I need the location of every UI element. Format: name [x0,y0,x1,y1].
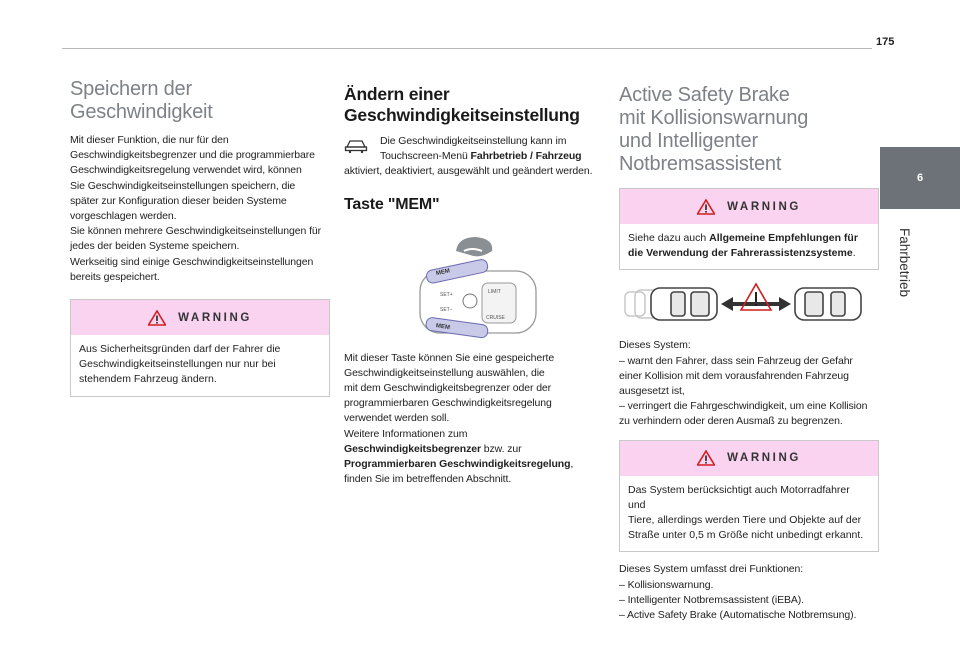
list-dash: – [619,578,625,591]
text-line: Tiere, allerdings werden Tiere und Objekte auf der [628,514,862,527]
reference-link: Programmierbaren Geschwindigkeitsregelung [344,458,571,471]
stalk-label-limit: LIMIT [488,288,501,295]
paragraph [344,351,602,488]
text-line: Geschwindigkeitsbegrenzer und die programmierbare [70,149,315,162]
text-line: verwendet werden soll. [344,412,450,425]
text-line: verringert die Fahrgeschwindigkeit, um eine Kollision [627,400,868,413]
section-heading [70,78,328,124]
list-dash: – [619,354,625,367]
warning-header [620,441,878,476]
heading-line: Geschwindigkeitseinstellung [344,105,580,125]
heading-line: mit Kollisionswarnung [619,107,809,129]
reference-link: Geschwindigkeitsbegrenzer [344,442,481,455]
text-line: Werkseitig sind einige Geschwindigkeitseinstellungen [70,255,314,268]
text-line: ausgesetzt ist, [619,385,685,398]
text-line: einer Kollision mit dem vorausfahrenden Fahrzeug [619,369,849,382]
text-line: programmierbaren Geschwindigkeitsregelung [344,397,552,410]
warning-box [619,440,879,553]
warning-header [620,189,878,224]
warning-triangle-icon [148,310,166,326]
text-line: zu verhindern oder deren Ausmaß zu begrenzen. [619,415,843,428]
text-line: Die Geschwindigkeitseinstellung kann im [380,135,567,147]
text-line: mit dem Geschwindigkeitsbegrenzer oder der [344,382,552,395]
text-line: Mit dieser Funktion, die nur für den [70,134,229,146]
heading-line: Active Safety Brake [619,84,790,106]
paragraph [619,562,877,623]
column-speichern [70,78,328,397]
column-aendern [344,78,602,487]
chapter-number: 6 [916,172,924,184]
warning-title: WARNING [727,452,801,465]
touchscreen-car-icon [344,136,368,154]
text-line: Geschwindigkeitsregelung verwendet wird, können [70,164,302,177]
text-line: stehendem Fahrzeug ändern. [79,373,217,386]
text-line: Sie können mehrere Geschwindigkeitseinstellungen für [70,225,322,238]
chapter-tab[interactable] [880,147,960,209]
stalk-label-mem-top: MEM [435,267,451,277]
text-line: warnt den Fahrer, dass sein Fahrzeug der Gefahr [627,354,853,367]
text-line: Dieses System umfasst drei Funktionen: [619,563,804,576]
warning-box [70,299,330,397]
steering-wheel-icon [456,237,492,256]
heading-line: Ändern einer [344,84,450,104]
header-rule [62,48,872,49]
warning-title: WARNING [178,311,252,324]
stalk-label-set-plus: SET+ [440,291,453,298]
heading-line: Notbremsassistent [619,153,782,175]
text-line: bereits gespeichert. [70,270,160,283]
text-line: Geschwindigkeitseinstellungen nur nur bei [79,358,276,371]
text-line: später zur Konfiguration dieser beiden Systeme [70,194,287,207]
text-line: Siehe dazu auch [628,232,710,244]
intro-block [344,134,602,180]
menu-path: Fahrbetrieb / Fahrzeug [470,150,582,163]
text-line: Weitere Informationen zum [344,427,468,440]
chapter-title [896,228,916,308]
collision-warning-illustration [621,282,875,326]
stalk-label-mem-bottom: MEM [435,322,451,331]
reference-link: Allgemeine Empfehlungen für [709,232,858,244]
reference-link: die Verwendung der Fahrerassistenzsysteme [628,247,853,260]
text-line: bzw. zur [480,442,522,455]
warning-triangle-icon [697,450,715,466]
text-line: Sie Geschwindigkeitseinstellungen speichern, die [70,179,296,192]
list-dash: – [619,609,625,622]
chapter-title-text: Fahrbetrieb [897,228,912,298]
list-dash: – [619,400,625,413]
warning-box [619,188,879,270]
text-line: Aus Sicherheitsgründen darf der Fahrer die [79,343,281,356]
page-number: 175 [876,36,895,48]
text-line: finden Sie im betreffenden Abschnitt. [344,473,512,486]
text-line: Geschwindigkeitseinstellung auswählen, die [344,366,545,379]
text-line: jedes der beiden Systeme speichern. [70,240,240,253]
text-line: aktiviert, deaktiviert, ausgewählt und geändert werden. [344,165,593,178]
warning-header [71,300,329,335]
list-item: Active Safety Brake (Automatische Notbremsung). [627,609,857,622]
warning-body [620,476,878,552]
heading-line: Speichern der [70,78,192,100]
warning-body [71,335,329,396]
text-line: Dieses System: [619,339,691,352]
text-line: . [852,247,856,260]
list-item: Kollisionswarnung. [627,578,714,591]
text-line: Das System berücksichtigt auch Motorradfahrer und [628,483,850,511]
heading-line: und Intelligenter [619,130,758,152]
section-heading [619,84,877,176]
heading-line: Geschwindigkeit [70,101,213,123]
intro-paragraph [344,134,602,180]
stalk-label-set-minus: SET– [440,306,453,313]
text-line: , [570,458,574,471]
subheading: Taste "MEM" [344,195,440,213]
text-line: vorgeschlagen werden. [70,210,177,223]
warning-title: WARNING [727,200,801,213]
column-active-safety-brake [619,78,877,623]
text-line: Mit dieser Taste können Sie eine gespeicherte [344,351,555,364]
list-item: Intelligenter Notbremsassistent (iEBA). [627,593,804,606]
list-dash: – [619,593,625,606]
warning-triangle-icon [697,199,715,215]
text-line: Straße unter 0,5 m Größe nicht unbedingt erkannt. [628,529,864,542]
paragraph [619,338,877,429]
section-heading [344,84,602,126]
text-line: Touchscreen-Menü [380,150,471,163]
stalk-label-cruise: CRUISE [486,314,505,321]
paragraph [70,133,328,285]
cruise-stalk-illustration [396,229,556,341]
warning-body [620,224,878,269]
